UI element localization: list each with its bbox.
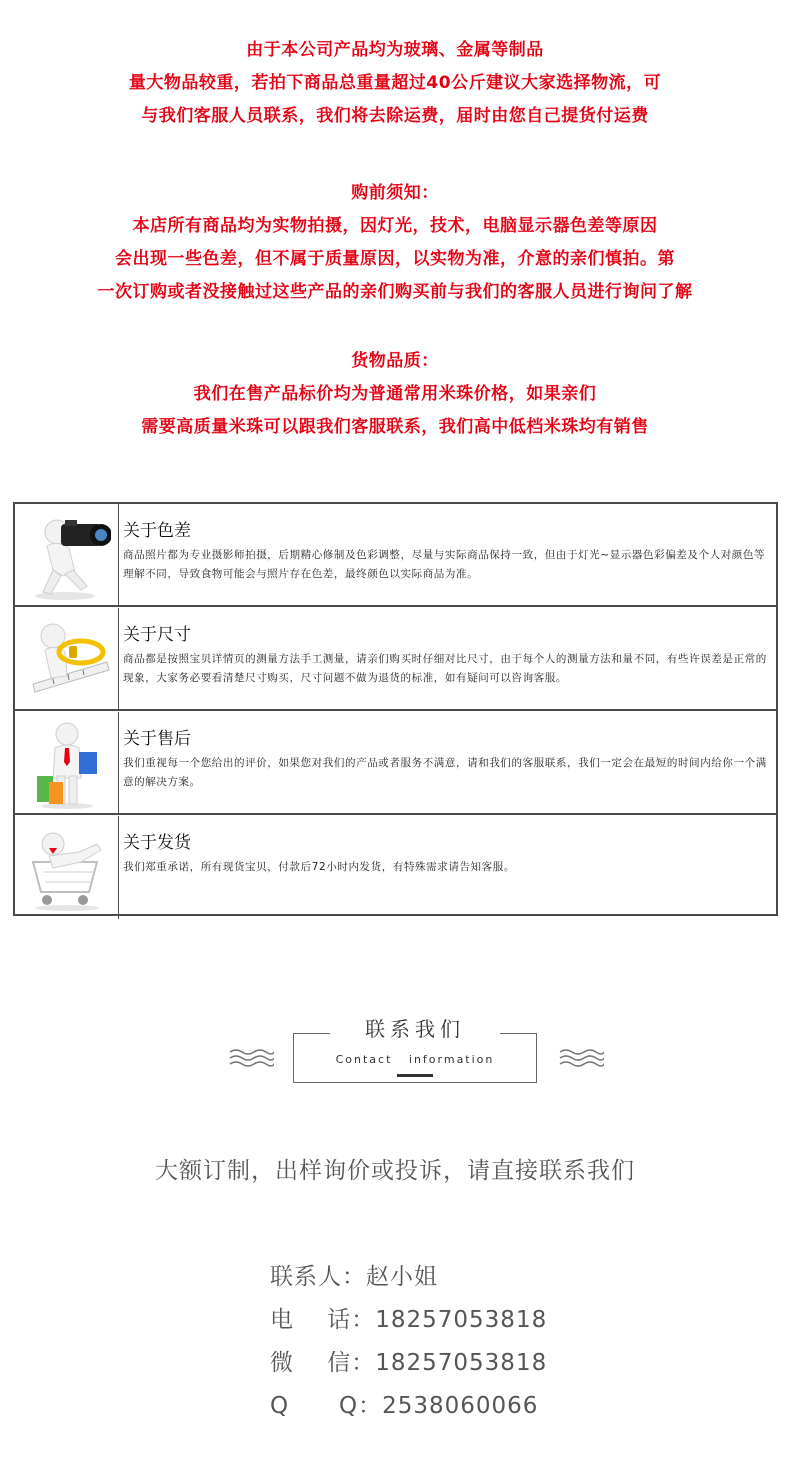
row-desc-shipping: 我们郑重承诺，所有现货宝贝，付款后72小时内发货，有特殊需求请告知客服。 bbox=[123, 861, 515, 873]
contact-underline bbox=[397, 1074, 433, 1077]
notice-line-1: 由于本公司产品均为玻璃、金属等制品 bbox=[246, 40, 544, 60]
contact-person: 联系人：赵小姐 bbox=[270, 1264, 438, 1290]
row-title-color: 关于色差 bbox=[123, 521, 191, 541]
contact-wechat: 微 信：18257053818 bbox=[270, 1350, 548, 1376]
info-table bbox=[13, 502, 778, 916]
camera-figure-icon bbox=[15, 504, 119, 605]
row-desc-color: 商品照片都为专业摄影师拍摄，后期精心修制及色彩调整，尽量与实际商品保持一致，但由于灯光~显示器色彩偏差及个人对颜色等理解不同，导致食物可能会与照片存在色差，最终颜色以实际商品为准。 bbox=[123, 549, 766, 580]
row-desc-aftersale: 我们重视每一个您给出的评价，如果您对我们的产品或者服务不满意，请和我们的客服联系，我们一定会在最短的时间内给你一个满意的解决方案。 bbox=[123, 757, 767, 788]
info-row-aftersale bbox=[15, 712, 776, 815]
tape-measure-figure-icon bbox=[15, 608, 119, 709]
prebuy-line-3: 一次订购或者没接触过这些产品的亲们购买前与我们的客服人员进行询问了解 bbox=[97, 282, 693, 302]
info-row-color bbox=[15, 504, 776, 607]
custom-order-line: 大额订制，出样询价或投诉，请直接联系我们 bbox=[155, 1158, 635, 1184]
quality-heading: 货物品质： bbox=[351, 351, 439, 371]
info-row-size bbox=[15, 608, 776, 711]
quality-line-2: 需要高质量米珠可以跟我们客服联系，我们高中低档米珠均有销售 bbox=[141, 417, 649, 437]
contact-title-en: Contact information bbox=[335, 1053, 495, 1066]
row-title-size: 关于尺寸 bbox=[123, 625, 191, 645]
row-desc-size: 商品都是按照宝贝详情页的测量方法手工测量，请亲们购买时仔细对比尺寸，由于每个人的测量方法和量不同，有些许误差是正常的现象，大家务必要看清楚尺寸购买，尺寸问题不做为退货的标准，如有疑问可以咨询客服。 bbox=[123, 653, 767, 684]
quality-line-1: 我们在售产品标价均为普通常用米珠价格，如果亲们 bbox=[193, 384, 597, 404]
contact-phone: 电 话：18257053818 bbox=[270, 1307, 548, 1333]
shopping-cart-figure-icon bbox=[15, 816, 119, 919]
wave-right-icon bbox=[558, 1048, 604, 1068]
wave-left-icon bbox=[228, 1048, 274, 1068]
quality-notice bbox=[0, 345, 790, 444]
contact-qq: Q Q：2538060066 bbox=[270, 1393, 539, 1419]
prebuy-notice bbox=[0, 177, 790, 309]
shipping-notice bbox=[0, 34, 790, 133]
contact-header bbox=[0, 1010, 790, 1100]
row-title-aftersale: 关于售后 bbox=[123, 729, 191, 749]
notice-line-2: 量大物品较重，若拍下商品总重量超过40公斤建议大家选择物流，可 bbox=[128, 73, 662, 93]
shopping-bags-figure-icon bbox=[15, 712, 119, 813]
prebuy-heading: 购前须知： bbox=[351, 183, 439, 203]
contact-title-cn: 联系我们 bbox=[330, 1013, 500, 1042]
info-row-shipping bbox=[15, 816, 776, 919]
prebuy-line-1: 本店所有商品均为实物拍摄，因灯光，技术，电脑显示器色差等原因 bbox=[132, 216, 658, 236]
notice-line-3: 与我们客服人员联系，我们将去除运费，届时由您自己提货付运费 bbox=[141, 106, 649, 126]
prebuy-line-2: 会出现一些色差，但不属于质量原因，以实物为准，介意的亲们慎拍。第 bbox=[115, 249, 675, 269]
row-title-shipping: 关于发货 bbox=[123, 833, 191, 853]
